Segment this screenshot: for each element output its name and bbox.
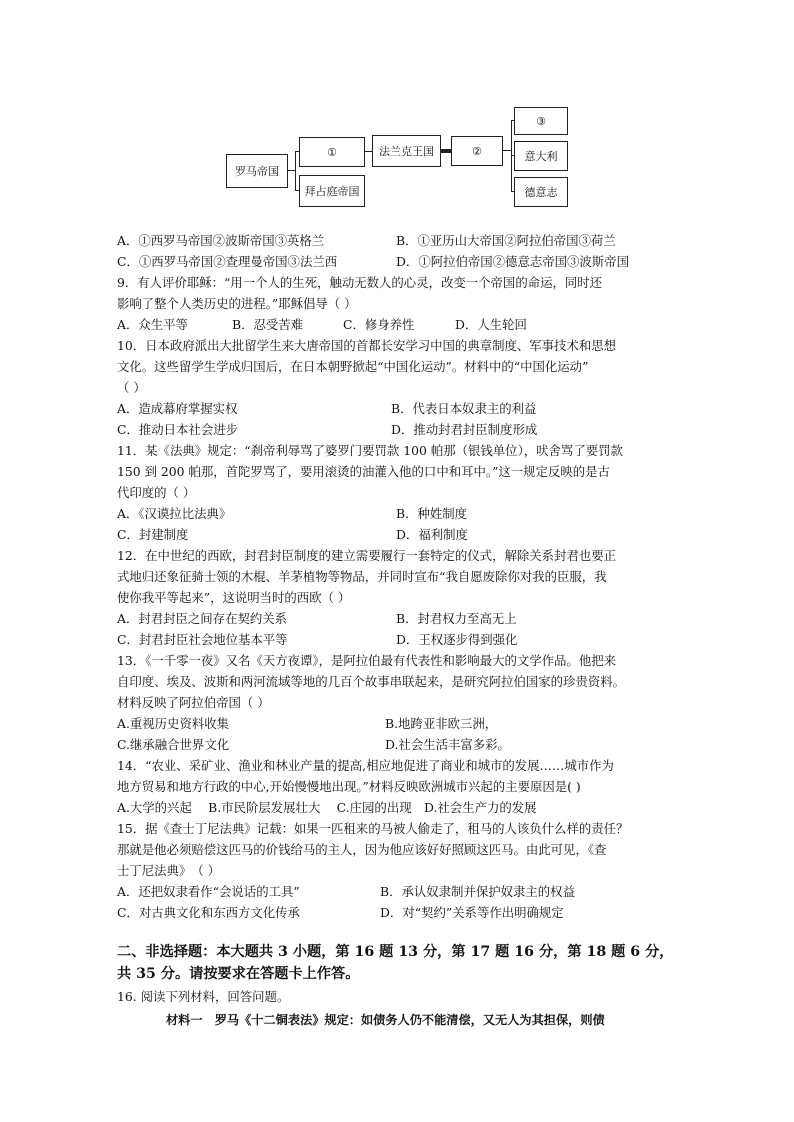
q8-option-a: A．①西罗马帝国②波斯帝国③英格兰 <box>117 233 325 248</box>
q13-option-a: A.重视历史资料收集 <box>117 716 230 731</box>
q10-option-b: B．代表日本奴隶主的利益 <box>391 401 537 416</box>
q14-stem: 14．“农业、采矿业、渔业和林业产量的提高,相应地促进了商业和城市的发展……城市作为 <box>117 758 614 773</box>
q12-stem: 12．在中世纪的西欧，封君封臣制度的建立需要履行一套特定的仪式，解除关系封君也要正 <box>117 548 617 563</box>
q11-option-b: B．种姓制度 <box>396 506 468 521</box>
q15-stem: 士丁尼法典》 （ ） <box>117 863 221 878</box>
q13-stem: 13．《一千零一夜》又名《天方夜谭》，是阿拉伯最有代表性和影响最大的文学作品。他把来 <box>117 653 616 668</box>
blank-box-2 <box>451 136 503 166</box>
section-heading: 二、非选择题：本大题共 3 小题，第 16 题 13 分，第 17 题 16 分，第 18 题 6 分， <box>117 944 674 960</box>
q9-option-d: D．人生轮回 <box>455 317 527 332</box>
q13-option-d: D.社会生活丰富多彩。 <box>385 737 510 752</box>
history-flow-diagram <box>0 0 794 240</box>
rome-box <box>226 154 288 188</box>
blank-box-1 <box>299 137 365 167</box>
q11-option-c: C．封建制度 <box>117 527 189 542</box>
blank-1-label: ① <box>327 145 337 159</box>
frank-label: 法兰克王国 <box>379 145 434 158</box>
q10-stem: （ ） <box>117 380 146 395</box>
q11-stem: 150 到 200 帕那，首陀罗骂了，要用滚烫的油灌入他的口中和耳中。”这一规定反映的是古 <box>117 464 610 479</box>
connector <box>365 151 372 152</box>
q12-stem: 使你我平等起来”，这说明当时的西欧（ ） <box>117 590 351 605</box>
q9-option-b: B．忍受苦难 <box>232 317 304 332</box>
q15-option-a: A．还把奴隶看作“会说话的工具” <box>117 884 300 899</box>
thick-connector <box>441 149 451 153</box>
q12-option-c: C．封君封臣社会地位基本平等 <box>117 632 288 647</box>
rome-label: 罗马帝国 <box>235 165 279 178</box>
q8-option-d: D．①阿拉伯帝国②德意志帝国③波斯帝国 <box>396 254 629 269</box>
byzantine-box <box>299 175 365 207</box>
q13-option-b: B.地跨亚非欧三洲， <box>385 716 498 731</box>
q9-option-c: C．修身养性 <box>343 317 415 332</box>
frank-box <box>372 135 441 167</box>
q9-stem: 影响了整个人类历史的进程。”耶稣倡导（ ） <box>117 296 357 311</box>
q15-stem: 那就是他必须赔偿这匹马的价钱给马的主人，因为他应该好好照顾这匹马。由此可见，《查 <box>117 842 607 857</box>
q12-option-b: B．封君权力至高无上 <box>396 611 517 626</box>
q13-option-c: C.继承融合世界文化 <box>117 737 230 752</box>
q12-option-a: A．封君封臣之间存在契约关系 <box>117 611 288 626</box>
blank-2-label: ② <box>472 144 482 158</box>
q13-stem: 材料反映了阿拉伯帝国（ ） <box>117 695 270 710</box>
italy-box <box>514 141 568 171</box>
q15-option-b: B．承认奴隶制并保护奴隶主的权益 <box>380 884 575 899</box>
q11-stem: 11．某《法典》规定：“刹帝利辱骂了婆罗门要罚款 100 帕那（银钱单位），吠舍骂了要罚款 <box>117 443 623 458</box>
q14-options: A.大学的兴起 B.市民阶层发展壮大 C.庄园的出现 D.社会生产力的发展 <box>117 800 537 815</box>
italy-label: 意大利 <box>524 150 558 163</box>
connector <box>295 151 296 191</box>
q12-stem: 式地归还象征骑士领的木棍、羊茅植物等物品，并同时宣布“我自愿废除你对我的臣服，我 <box>117 569 607 584</box>
q12-option-d: D．王权逐步得到强化 <box>396 632 518 647</box>
q9-stem: 9．有人评价耶稣：“用一个人的生死，触动无数人的心灵，改变一个帝国的命运，同时还 <box>117 275 603 290</box>
blank-3-label: ③ <box>536 114 546 128</box>
byzantine-label: 拜占庭帝国 <box>304 185 360 198</box>
q9-option-a: A．众生平等 <box>117 317 188 332</box>
q15-stem: 15．据《查士丁尼法典》记载：如果一匹租来的马被人偷走了，租马的人该负什么样的责任？ <box>117 821 629 836</box>
q10-option-d: D．推动封君封臣制度形成 <box>391 422 538 437</box>
q10-stem: 10．日本政府派出大批留学生来大唐帝国的首都长安学习中国的典章制度、军事技术和思想 <box>117 338 617 353</box>
germany-label: 德意志 <box>524 186 558 199</box>
q8-option-b: B．①亚历山大帝国②阿拉伯帝国③荷兰 <box>396 233 616 248</box>
q16-material: 材料一 罗马《十二铜表法》规定：如债务人仍不能清偿，又无人为其担保，则债 <box>166 1013 605 1027</box>
q11-option-d: D．福利制度 <box>396 527 468 542</box>
q10-stem: 文化。这些留学生学成归国后，在日本朝野掀起“中国化运动”。材料中的“中国化运动” <box>117 359 589 374</box>
q16-intro: 16. 阅读下列材料，回答问题。 <box>117 989 290 1004</box>
germany-box <box>514 177 568 207</box>
q11-stem: 代印度的（ ） <box>117 485 196 500</box>
q15-option-c: C．对古典文化和东西方文化传承 <box>117 905 300 920</box>
q10-option-a: A．造成幕府掌握实权 <box>117 401 238 416</box>
q10-option-c: C．推动日本社会进步 <box>117 422 238 437</box>
q11-option-a: A．《汉谟拉比法典》 <box>117 506 232 521</box>
q14-stem: 地方贸易和地方行政的中心,开始慢慢地出现。”材料反映欧洲城市兴起的主要原因是( ) <box>117 779 581 794</box>
q15-option-d: D．对“契约”关系等作出明确规定 <box>380 905 564 920</box>
q13-stem: 自印度、埃及、波斯和两河流域等地的几百个故事串联起来，是研究阿拉伯国家的珍贵资料。 <box>117 674 626 689</box>
q8-option-c: C．①西罗马帝国②查理曼帝国③法兰西 <box>117 254 338 269</box>
blank-box-3 <box>514 107 568 135</box>
section-heading: 共 35 分。请按要求在答题卡上作答。 <box>117 966 360 982</box>
